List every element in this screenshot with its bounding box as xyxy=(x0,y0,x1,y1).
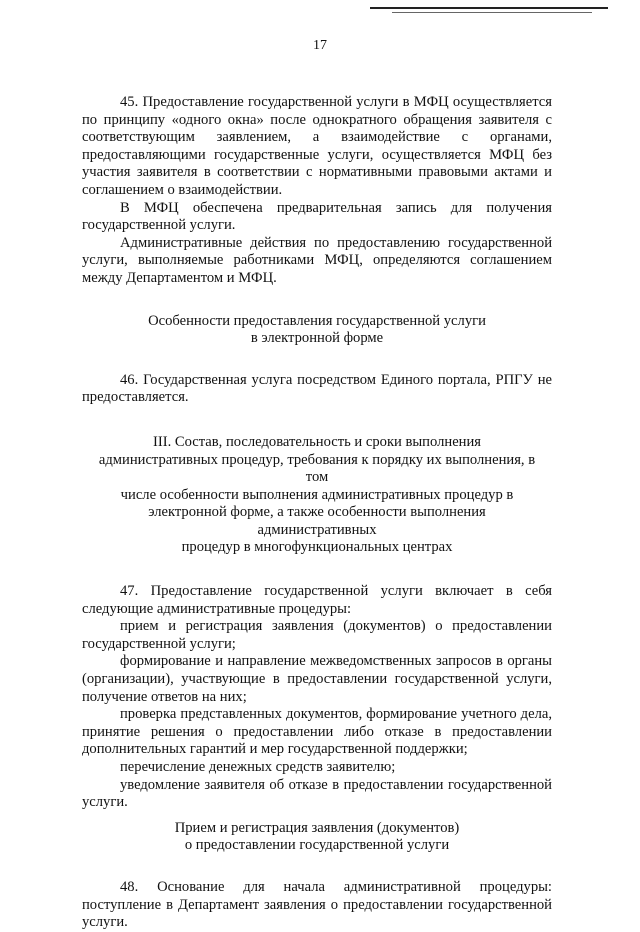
list-item-reception: прием и регистрация заявления (документов) о предоставлении государственной услуги; xyxy=(82,618,552,652)
header-rule xyxy=(370,7,608,9)
paragraph-46: 46. Государственная услуга посредством Единого портала, РПГУ не предоставляется. xyxy=(82,371,552,406)
paragraph-45: 45. Предоставление государственной услуги в МФЦ осуществляется по принципу «одного окна» после однократного обращения заявителя с соответствующим заявлением, а взаимодействие с органами, предоставляющими государственные услуги, осуществляется МФЦ без участия заявителя в соответствии с нормативными правовыми актами и соглашением о взаимодействии. xyxy=(82,94,552,198)
list-item-verification: проверка представленных документов, формирование учетного дела, принятие решения о предоставлении либо отказе в предоставлении дополнительных гарантий и мер государственной поддержки; xyxy=(82,706,552,758)
section-iii-heading xyxy=(82,434,552,557)
list-item-notification: уведомление заявителя об отказе в предоставлении государственной услуги. xyxy=(82,776,552,811)
document-body xyxy=(82,94,552,932)
list-item-requests: формирование и направление межведомственных запросов в органы (организации), участвующие в предоставлении государственной услуги, получение ответов на них; xyxy=(82,653,552,705)
paragraph-48: 48. Основание для начала административной процедуры: поступление в Департамент заявления о предоставлении государственной услуги. xyxy=(82,878,552,931)
section-line: административных процедур, требования к порядку их выполнения, в том xyxy=(98,451,536,486)
paragraph-47: 47. Предоставление государственной услуги включает в себя следующие административные процедуры: xyxy=(82,583,552,617)
paragraph-mfc-actions: Административные действия по предоставлению государственной услуги, выполняемые работниками МФЦ, определяются соглашением между Департаментом и МФЦ. xyxy=(82,234,552,286)
heading-electronic-form xyxy=(82,313,552,348)
section-line: III. Состав, последовательность и сроки выполнения xyxy=(152,433,482,450)
paragraph-mfc-appointment: В МФЦ обеспечена предварительная запись для получения государственной услуги. xyxy=(82,199,552,234)
heading-reception xyxy=(82,820,552,855)
heading-line: Особенности предоставления государственной услуги xyxy=(148,312,486,329)
page-number: 17 xyxy=(313,38,327,53)
section-line: процедур в многофункциональных центрах xyxy=(181,539,453,556)
header-rule-thin xyxy=(392,12,592,13)
heading-line: Прием и регистрация заявления (документов) xyxy=(174,819,460,836)
heading-line: в электронной форме xyxy=(250,330,384,347)
section-line: электронной форме, а также особенности выполнения административных xyxy=(148,504,486,538)
section-line: числе особенности выполнения административных процедур в xyxy=(120,486,514,503)
list-item-transfer: перечисление денежных средств заявителю; xyxy=(120,759,396,775)
heading-line: о предоставлении государственной услуги xyxy=(184,837,450,854)
